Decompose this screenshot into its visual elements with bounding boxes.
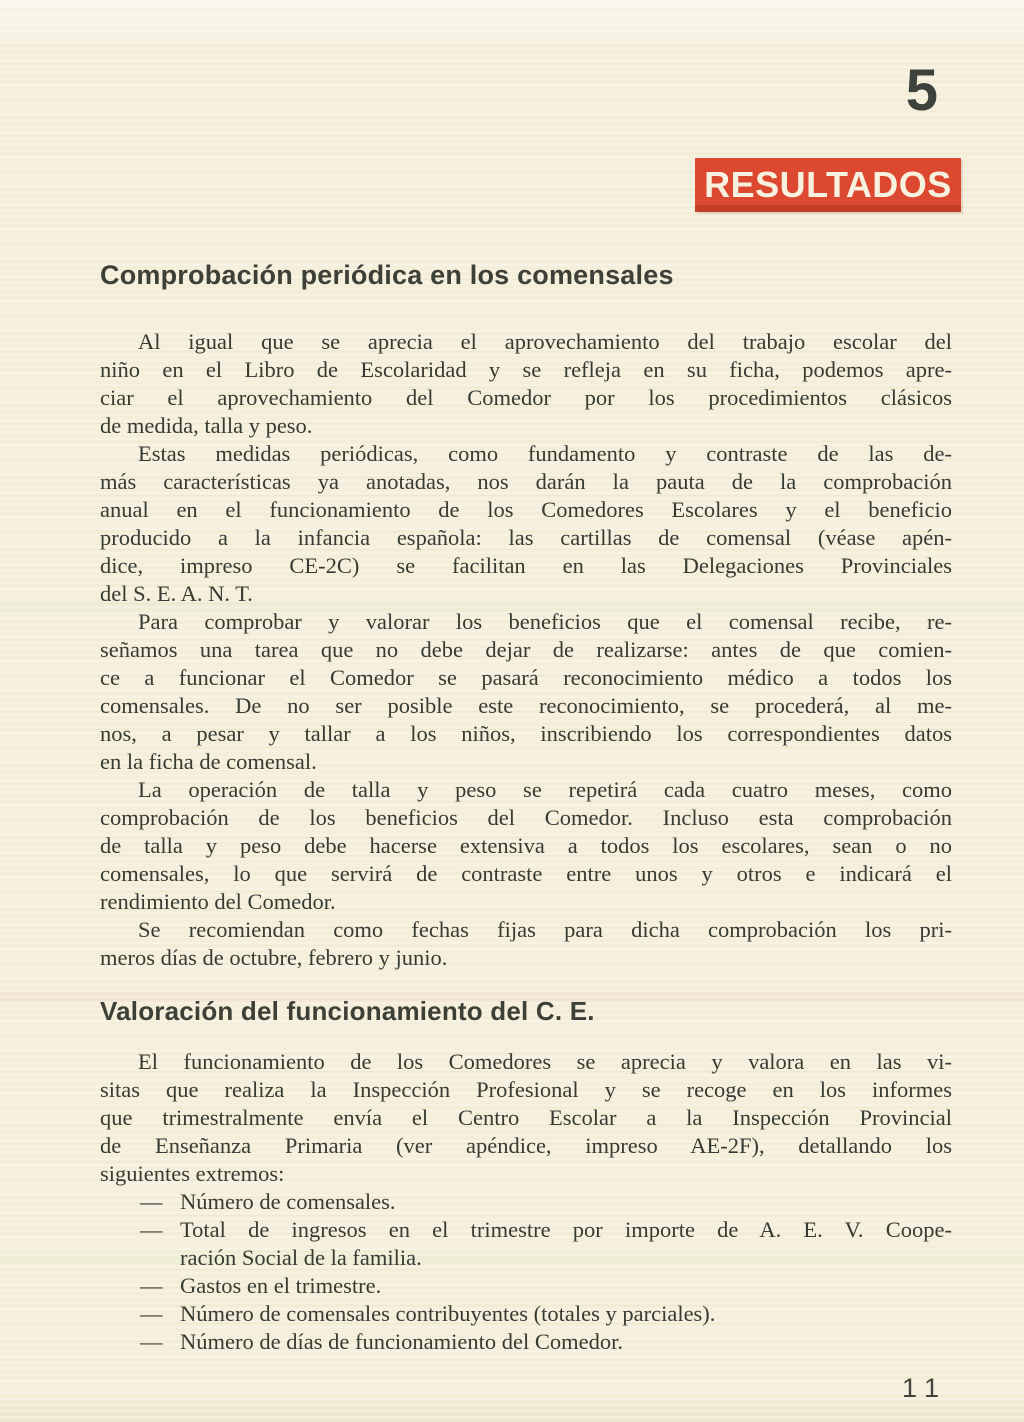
bullet-item <box>100 1328 952 1356</box>
text-line: Para comprobar y valorar los beneficios que el comensal recibe, re- <box>138 609 952 634</box>
bullet-item <box>100 1272 952 1300</box>
text-line: rendimiento del Comedor. <box>100 889 336 914</box>
text-line: de Enseñanza Primaria (ver apéndice, impreso AE-2F), detallando los <box>100 1133 952 1158</box>
text-line: meros días de octubre, febrero y junio. <box>100 945 448 970</box>
text-line: El funcionamiento de los Comedores se aprecia y valora en las vi- <box>138 1049 952 1074</box>
text-line: que trimestralmente envía el Centro Escolar a la Inspección Provincial <box>100 1105 952 1130</box>
text-line: nos, a pesar y tallar a los niños, inscribiendo los correspondientes datos <box>100 721 952 746</box>
bullet-item <box>100 1216 952 1272</box>
text-line: ración Social de la familia. <box>180 1245 422 1270</box>
page-number: 11 <box>901 1373 948 1403</box>
bullet-text <box>180 1272 952 1300</box>
text-line: Número de comensales contribuyentes (totales y parciales). <box>180 1301 716 1326</box>
text-line: Número de días de funcionamiento del Comedor. <box>180 1329 624 1354</box>
bullet-item <box>100 1188 952 1216</box>
text-line: anual en el funcionamiento de los Comedores Escolares y el beneficio <box>100 497 952 522</box>
bullet-dash: — <box>140 1273 163 1298</box>
text-line: siguientes extremos: <box>100 1161 285 1186</box>
text-line: más características ya anotadas, nos darán la pauta de la comprobación <box>100 469 952 494</box>
text-line: Total de ingresos en el trimestre por importe de A. E. V. Coope- <box>180 1217 952 1242</box>
bullet-dash: — <box>140 1217 163 1242</box>
text-line: comensales. De no ser posible este reconocimiento, se procederá, al me- <box>100 693 952 718</box>
bullet-list <box>100 1188 952 1356</box>
bullet-text <box>180 1300 952 1328</box>
bullet-dash: — <box>140 1301 163 1326</box>
text-line: dice, impreso CE-2C) se facilitan en las Delegaciones Provinciales <box>100 553 952 578</box>
text-line: Número de comensales. <box>180 1189 396 1214</box>
bullet-text <box>180 1216 952 1272</box>
paragraph <box>100 776 952 916</box>
text-line: La operación de talla y peso se repetirá cada cuatro meses, como <box>138 777 952 802</box>
text-line: ce a funcionar el Comedor se pasará reconocimiento médico a todos los <box>100 665 952 690</box>
text-line: sitas que realiza la Inspección Profesional y se recoge en los informes <box>100 1077 952 1102</box>
text-line: producido a la infancia española: las cartillas de comensal (véase apén- <box>100 525 952 550</box>
text-line: comprobación de los beneficios del Comedor. Incluso esta comprobación <box>100 805 952 830</box>
paragraph <box>100 916 952 972</box>
text-line: niño en el Libro de Escolaridad y se refleja en su ficha, podemos apre- <box>100 357 952 382</box>
bullet-text <box>180 1328 952 1356</box>
text-line: del S. E. A. N. T. <box>100 581 253 606</box>
section-heading-valoracion: Valoración del funcionamiento del C. E. <box>100 996 595 1026</box>
paragraph <box>100 1048 952 1188</box>
text-line: señamos una tarea que no debe dejar de realizarse: antes de que comien- <box>100 637 952 662</box>
text-line: en la ficha de comensal. <box>100 749 317 774</box>
results-banner-label: RESULTADOS <box>704 164 952 205</box>
text-line: Gastos en el trimestre. <box>180 1273 382 1298</box>
bullet-dash: — <box>140 1189 163 1214</box>
results-banner <box>695 158 961 212</box>
text-line: Se recomiendan como fechas fijas para dicha comprobación los pri- <box>138 917 952 942</box>
paragraph <box>100 440 952 608</box>
text-line: Al igual que se aprecia el aprovechamiento del trabajo escolar del <box>138 329 952 354</box>
section-2-paragraphs <box>100 1048 952 1188</box>
paragraph <box>100 328 952 440</box>
bullet-item <box>100 1300 952 1328</box>
bullet-dash: — <box>140 1329 163 1354</box>
text-line: de medida, talla y peso. <box>100 413 313 438</box>
text-line: Estas medidas periódicas, como fundamento y contraste de las de- <box>138 441 952 466</box>
document-body <box>100 260 952 1356</box>
text-line: de talla y peso debe hacerse extensiva a todos los escolares, sean o no <box>100 833 952 858</box>
paragraph <box>100 608 952 776</box>
text-line: ciar el aprovechamiento del Comedor por los procedimientos clásicos <box>100 385 952 410</box>
bullet-text <box>180 1188 952 1216</box>
text-line: comensales, lo que servirá de contraste entre unos y otros e indicará el <box>100 861 952 886</box>
section-1-paragraphs <box>100 328 952 972</box>
section-heading-comprobacion: Comprobación periódica en los comensales <box>100 260 674 290</box>
chapter-number: 5 <box>905 58 938 123</box>
